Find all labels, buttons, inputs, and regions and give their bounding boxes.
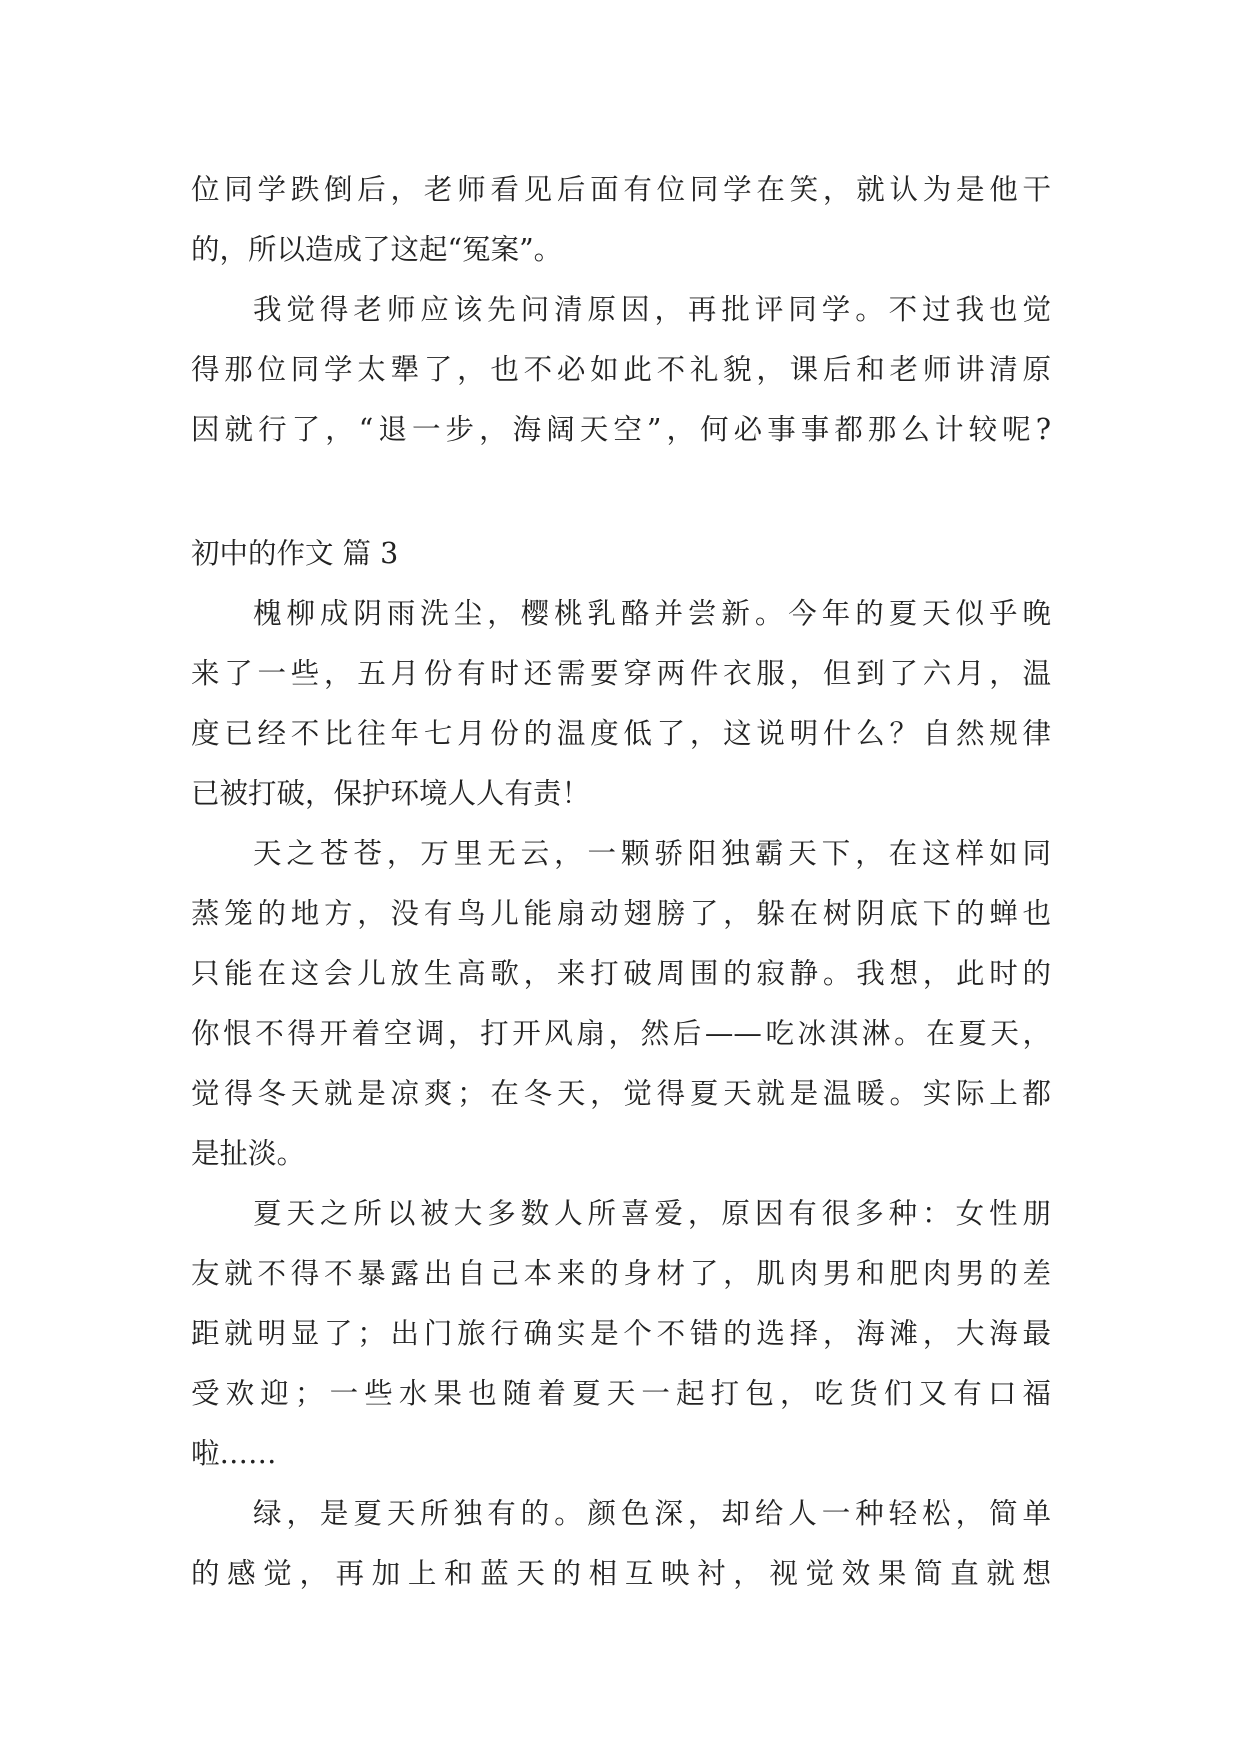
paragraph [191,824,1051,1184]
paragraph [191,160,1051,280]
text-line: 是扯淡。 [191,1137,306,1170]
section-heading: 初中的作文 篇 3 [191,537,399,570]
text-line: 的，所以造成了这起“冤案”。 [191,233,563,266]
text-line: 友就不得不暴露出自己本来的身材了，肌肉男和肥肉男的差 [191,1257,1051,1290]
text-line: 得那位同学太犟了，也不必如此不礼貌，课后和老师讲清原 [191,353,1051,386]
paragraph [191,1484,1051,1604]
text-line: 绿，是夏天所独有的。颜色深，却给人一种轻松，简单 [253,1497,1051,1530]
text-line: 的感觉，再加上和蓝天的相互映衬，视觉效果简直就想 [191,1557,1051,1590]
text-line: 我觉得老师应该先问清原因，再批评同学。不过我也觉 [253,293,1051,326]
section-gap [191,460,1051,524]
text-line: 来了一些，五月份有时还需要穿两件衣服，但到了六月，温 [191,657,1051,690]
text-line: 夏天之所以被大多数人所喜爱，原因有很多种：女性朋 [253,1197,1051,1230]
text-line: 已被打破，保护环境人人有责！ [191,777,591,810]
text-line: 啦…… [191,1437,277,1470]
paragraph [191,584,1051,824]
text-line: 你恨不得开着空调，打开风扇，然后——吃冰淇淋。在夏天， [191,1017,1051,1050]
text-line: 槐柳成阴雨洗尘，樱桃乳酪并尝新。今年的夏天似乎晚 [253,597,1051,630]
text-line: 天之苍苍，万里无云，一颗骄阳独霸天下，在这样如同 [253,837,1051,870]
paragraph [191,1184,1051,1484]
text-line: 受欢迎；一些水果也随着夏天一起打包，吃货们又有口福 [191,1377,1051,1410]
text-line: 距就明显了；出门旅行确实是个不错的选择，海滩，大海最 [191,1317,1051,1350]
paragraph [191,280,1051,460]
text-line: 因就行了，“退一步，海阔天空”，何必事事都那么计较呢? [191,413,1051,446]
text-line: 觉得冬天就是凉爽；在冬天，觉得夏天就是温暖。实际上都 [191,1077,1051,1110]
text-line: 蒸笼的地方，没有鸟儿能扇动翅膀了，躲在树阴底下的蝉也 [191,897,1051,930]
text-line: 度已经不比往年七月份的温度低了，这说明什么？自然规律 [191,717,1051,750]
text-line: 只能在这会儿放生高歌，来打破周围的寂静。我想，此时的 [191,957,1051,990]
document-body [191,160,1051,1604]
text-line: 位同学跌倒后，老师看见后面有位同学在笑，就认为是他干 [191,173,1051,206]
